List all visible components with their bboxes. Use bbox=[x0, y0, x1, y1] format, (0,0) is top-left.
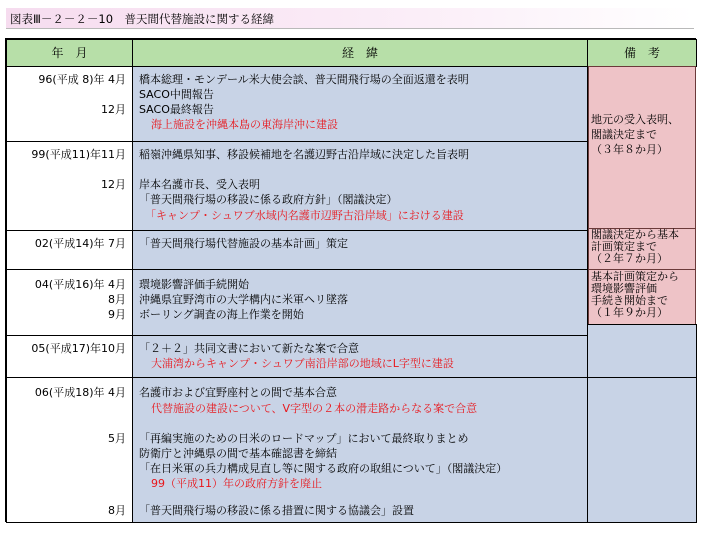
note-text: 閣議決定まで bbox=[591, 128, 657, 141]
row-date: 04(平成16)年 4月 bbox=[34, 278, 126, 291]
table-row bbox=[6, 335, 133, 378]
event-text: 岸本名護市長、受入表明 bbox=[139, 178, 260, 191]
note-text: （３年８か月） bbox=[591, 143, 668, 156]
figure-title: 図表Ⅲ－２－２－10 普天間代替施設に関する経緯 bbox=[10, 12, 275, 26]
note-box bbox=[588, 269, 696, 325]
event-text: ボーリング調査の海上作業を開始 bbox=[139, 308, 304, 321]
event-text: 防衛庁と沖縄県の間で基本確認書を締結 bbox=[139, 447, 337, 460]
table-row-events bbox=[132, 335, 588, 378]
history-table bbox=[5, 38, 696, 522]
note-text: 計画策定まで bbox=[591, 240, 657, 253]
table-row bbox=[6, 377, 133, 523]
event-text-red: 海上施設を沖縄本島の東海岸沖に建設 bbox=[151, 118, 338, 131]
table-row-events bbox=[132, 230, 588, 270]
event-text: 環境影響評価手続開始 bbox=[139, 278, 249, 291]
table-row-events bbox=[132, 141, 588, 231]
note-text: （２年７か月） bbox=[591, 252, 668, 265]
note-text: 基本計画策定から bbox=[591, 270, 679, 283]
note-text: 手続き開始まで bbox=[591, 294, 668, 307]
table-row-events bbox=[132, 66, 588, 142]
event-text: 橋本総理・モンデール米大使会談、普天間飛行場の全面返還を表明 bbox=[139, 73, 469, 86]
row-date: 02(平成14)年 7月 bbox=[34, 237, 126, 250]
event-text: 「在日米軍の兵力構成見直し等に関する政府の取組について」（閣議決定） bbox=[139, 462, 508, 475]
event-text-red: 99（平成11）年の政府方針を廃止 bbox=[151, 477, 322, 490]
row-date: 05(平成17)年10月 bbox=[31, 342, 126, 355]
notes-empty-cell bbox=[587, 377, 697, 523]
row-date: 8月 bbox=[108, 293, 126, 306]
note-text: 閣議決定から基本 bbox=[591, 228, 679, 241]
row-date: 96(平成 8)年 4月 bbox=[38, 73, 126, 86]
event-text: 名護市および宜野座村との間で基本合意 bbox=[139, 386, 337, 399]
row-date: 12月 bbox=[101, 178, 126, 191]
table-row bbox=[6, 230, 133, 270]
note-text: 地元の受入表明、 bbox=[591, 113, 679, 126]
notes-empty-cell bbox=[587, 324, 697, 378]
row-date: 5月 bbox=[108, 432, 126, 445]
event-text: 「普天間飛行場代替施設の基本計画」策定 bbox=[139, 237, 348, 250]
note-text: （１年９か月） bbox=[591, 306, 668, 319]
table-row bbox=[6, 66, 133, 142]
table-row bbox=[6, 141, 133, 231]
event-text: 沖縄県宜野湾市の大学構内に米軍ヘリ墜落 bbox=[139, 293, 348, 306]
header-events: 経 緯 bbox=[132, 39, 588, 67]
header-notes: 備 考 bbox=[587, 39, 697, 67]
event-text: 稲嶺沖縄県知事、移設候補地を名護辺野古沿岸域に決定した旨表明 bbox=[139, 148, 469, 161]
event-text: 「普天間飛行場の移設に係る政府方針」（閣議決定） bbox=[139, 193, 398, 206]
note-box bbox=[588, 228, 696, 270]
table-row bbox=[6, 269, 133, 336]
table-row-events bbox=[132, 269, 588, 336]
event-text-red: 大浦湾からキャンプ・シュワブ南沿岸部の地域にL字型に建設 bbox=[151, 357, 454, 370]
table-row-events bbox=[132, 377, 588, 523]
event-text: 「普天間飛行場の移設に係る措置に関する協議会」設置 bbox=[139, 504, 414, 517]
row-date: 99(平成11)年11月 bbox=[31, 148, 126, 161]
event-text-red: 「キャンプ・シュワブ水域内名護市辺野古沿岸域」における建設 bbox=[145, 209, 464, 222]
row-date: 8月 bbox=[108, 504, 126, 517]
event-text-red: 代替施設の建設について、V字型の２本の滑走路からなる案で合意 bbox=[151, 402, 478, 415]
event-text: 「２＋２」共同文書において新たな案で合意 bbox=[139, 342, 359, 355]
event-text: SACO最終報告 bbox=[139, 103, 214, 116]
title-bar bbox=[6, 8, 694, 29]
note-box bbox=[588, 66, 696, 229]
note-text: 環境影響評価 bbox=[591, 282, 657, 295]
row-date: 12月 bbox=[101, 103, 126, 116]
row-date: 9月 bbox=[108, 308, 126, 321]
event-text: 「再編実施のための日米のロードマップ」において最終取りまとめ bbox=[139, 432, 469, 445]
event-text: SACO中間報告 bbox=[139, 88, 214, 101]
row-date: 06(平成18)年 4月 bbox=[34, 386, 126, 399]
header-year: 年 月 bbox=[6, 39, 133, 67]
